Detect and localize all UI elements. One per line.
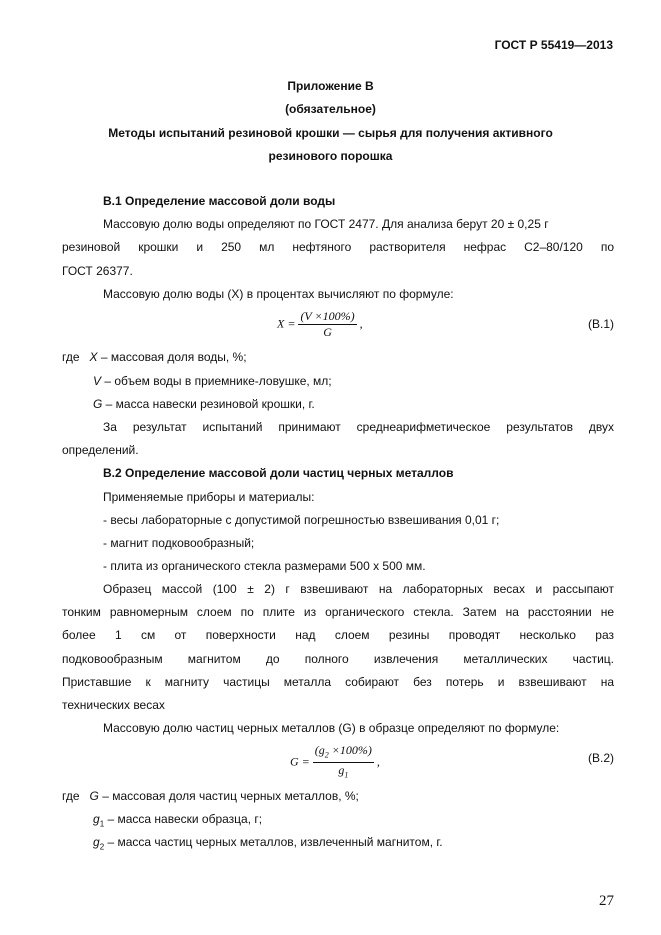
formula-b2-tail: ,	[376, 754, 380, 769]
formula-b1-denominator: G	[323, 325, 332, 339]
formula-b2-numerator: $(g_2 \times 100\%)$	[313, 743, 374, 763]
s2-p1: Применяемые приборы и материалы:	[103, 490, 315, 504]
s1-p3-line2: определений.	[62, 443, 139, 457]
formula-b1-number: (В.1)	[587, 317, 614, 331]
s1-p3-line1: За результат испытаний принимают среднеарифметическое результатов двух	[103, 420, 614, 434]
s1-p1-line3: ГОСТ 26377.	[62, 264, 133, 278]
s1-p1-line1: Массовую долю воды определяют по ГОСТ 2477. Для анализа берут 20 ± 0,25 г	[103, 217, 549, 231]
s2-p3: Массовую долю частиц черных металлов (G) в образце определяют по формуле:	[103, 721, 560, 735]
appendix-title: Приложение В	[287, 79, 374, 93]
s2-item-3: - плита из органического стекла размерами 500 х 500 мм.	[103, 559, 426, 573]
s2-p2-line4: подковообразным магнитом до полного извлечения металлических частиц.	[62, 652, 614, 666]
formula-b1-lhs: X =	[277, 316, 296, 331]
appendix-heading-line2: резинового порошка	[268, 149, 393, 163]
page-number: 27	[599, 893, 614, 909]
formula-b2-number: (В.2)	[587, 751, 614, 765]
s1-where-3: G – масса навески резиновой крошки, г.	[93, 397, 315, 411]
formula-b1	[277, 309, 363, 340]
formula-b1-fraction	[298, 309, 356, 340]
s1-where-1: где X – массовая доля воды, %;	[62, 350, 247, 364]
s2-item-2: - магнит подковообразный;	[103, 536, 255, 550]
s2-where-1: где G – массовая доля частиц черных металлов, %;	[62, 789, 359, 803]
s1-where-2: V – объем воды в приемнике-ловушке, мл;	[93, 374, 332, 388]
formula-b1-tail: ,	[359, 316, 363, 331]
s1-p1-line2: резиновой крошки и 250 мл нефтяного растворителя нефрас С2–80/120 по	[62, 240, 614, 254]
formula-b2-fraction	[313, 743, 374, 783]
section-b1-title: В.1 Определение массовой доли воды	[103, 194, 336, 208]
formula-b2-lhs: G =	[290, 754, 310, 769]
s2-where-2: $g_1$ – масса навески образца, г;	[93, 812, 263, 829]
formula-b2	[290, 743, 380, 783]
s1-p2: Массовую долю воды (X) в процентах вычисляют по формуле:	[103, 287, 454, 301]
s2-p2-line5: Приставшие к магниту частицы металла собирают без потерь и взвешивают на	[62, 675, 614, 689]
document-header: ГОСТ Р 55419—2013	[494, 38, 613, 52]
formula-b2-denominator: $g_1$	[338, 763, 349, 780]
s2-p2-line2: тонким равномерным слоем по плите из органического стекла. Затем на расстоянии не	[62, 605, 614, 619]
appendix-status: (обязательное)	[285, 102, 376, 116]
formula-b1-numerator: (V ×100%)	[300, 309, 355, 323]
s2-where-3: $g_2$ – масса частиц черных металлов, извлеченный магнитом, г.	[93, 835, 443, 852]
appendix-heading-line1: Методы испытаний резиновой крошки — сырья для получения активного	[108, 126, 553, 140]
s2-p2-line6: технических весах	[62, 698, 165, 712]
section-b2-title: В.2 Определение массовой доли частиц черных металлов	[103, 466, 454, 480]
s2-p2-line3: более 1 см от поверхности над слоем резины проводят несколько раз	[62, 628, 614, 642]
s2-item-1: - весы лабораторные с допустимой погрешностью взвешивания 0,01 г;	[103, 513, 500, 527]
s2-p2-line1: Образец массой (100 ± 2) г взвешивают на лабораторных весах и рассыпают	[103, 582, 614, 596]
